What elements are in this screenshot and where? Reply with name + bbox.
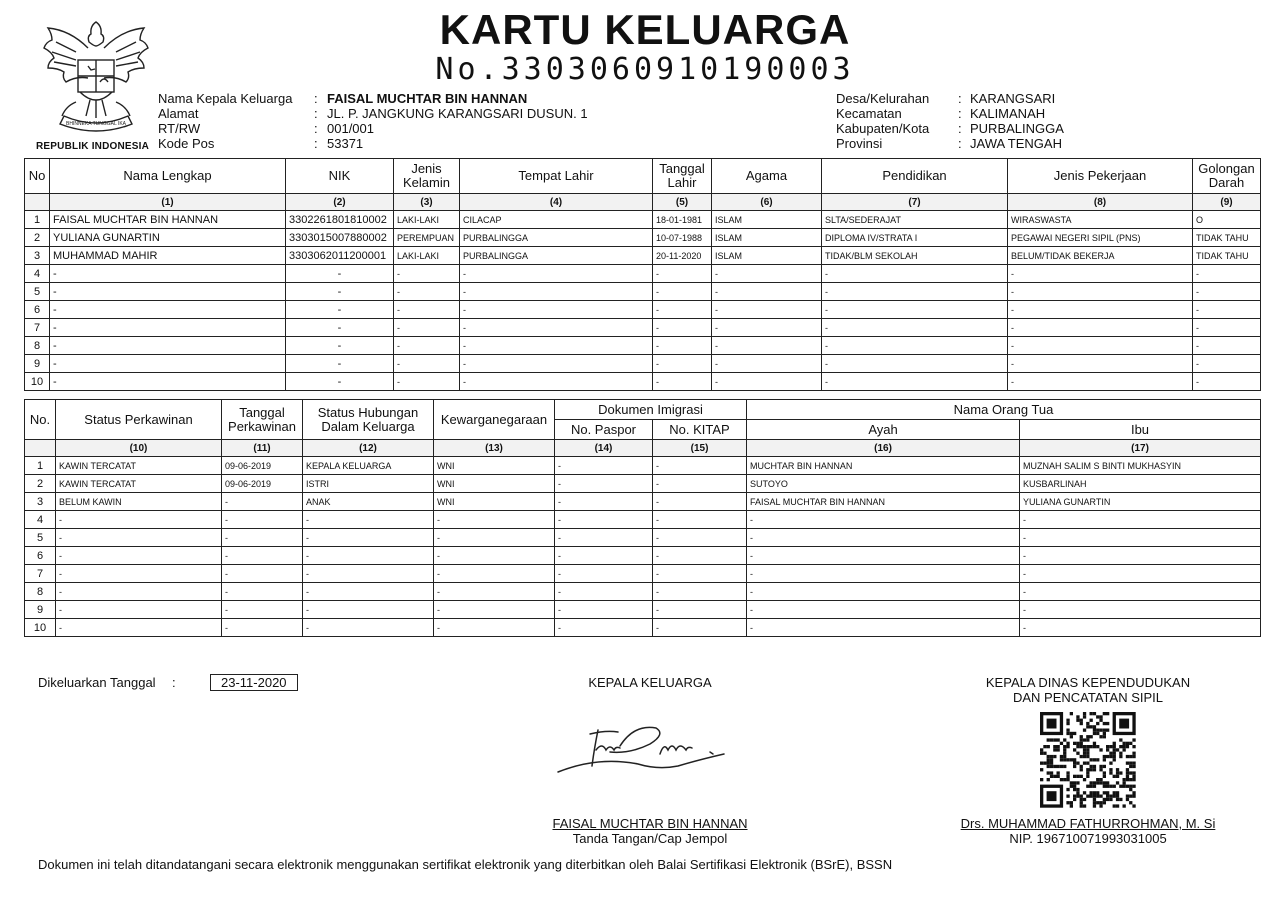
cell-status-perkawinan: - bbox=[56, 601, 222, 619]
cell-no: 4 bbox=[25, 265, 50, 283]
cell-tempat-lahir: PURBALINGGA bbox=[460, 229, 653, 247]
col-number: (2) bbox=[286, 194, 394, 211]
cell-golongan-darah: TIDAK TAHU bbox=[1193, 247, 1261, 265]
col-jenis-kelamin: Jenis Kelamin bbox=[394, 159, 460, 194]
info-right bbox=[836, 91, 1136, 153]
table-row bbox=[25, 547, 1261, 565]
cell-jenis-kelamin: - bbox=[394, 337, 460, 355]
cell-nik: - bbox=[286, 265, 394, 283]
cell-no-kitap: - bbox=[653, 619, 747, 637]
cell-tanggal-lahir: 18-01-1981 bbox=[653, 211, 712, 229]
cell-tanggal-lahir: - bbox=[653, 301, 712, 319]
office-head-nip: NIP. 196710071993031005 bbox=[1009, 831, 1167, 846]
label-provinsi: Provinsi bbox=[836, 136, 883, 151]
cell-kewarganegaraan: - bbox=[434, 619, 555, 637]
cell-status-hubungan: - bbox=[303, 529, 434, 547]
cell-no-kitap: - bbox=[653, 601, 747, 619]
col-status-perkawinan: Status Perkawinan bbox=[56, 400, 222, 440]
cell-ayah: - bbox=[747, 619, 1020, 637]
electronic-signature-disclaimer: Dokumen ini telah ditandatangani secara elektronik menggunakan sertifikat elektronik yang diterbitkan oleh Balai Sertifikasi Elektronik (BSrE), BSSN bbox=[38, 857, 893, 872]
cell-jenis-kelamin: - bbox=[394, 301, 460, 319]
cell-status-hubungan: ISTRI bbox=[303, 475, 434, 493]
cell-golongan-darah: TIDAK TAHU bbox=[1193, 229, 1261, 247]
col-number: (11) bbox=[222, 440, 303, 457]
cell-tanggal-lahir: - bbox=[653, 355, 712, 373]
cell-golongan-darah: - bbox=[1193, 355, 1261, 373]
cell-status-hubungan: - bbox=[303, 583, 434, 601]
cell-jenis-kelamin: - bbox=[394, 373, 460, 391]
col-number: (12) bbox=[303, 440, 434, 457]
cell-tempat-lahir: - bbox=[460, 319, 653, 337]
cell-tanggal-lahir: - bbox=[653, 265, 712, 283]
col-number: (5) bbox=[653, 194, 712, 211]
cell-tanggal-perkawinan: - bbox=[222, 583, 303, 601]
sep: : bbox=[958, 106, 962, 121]
cell-ibu: MUZNAH SALIM S BINTI MUKHASYIN bbox=[1020, 457, 1261, 475]
cell-jenis-kelamin: - bbox=[394, 355, 460, 373]
table-row bbox=[25, 355, 1261, 373]
cell-agama: ISLAM bbox=[712, 247, 822, 265]
cell-nama-lengkap: - bbox=[50, 337, 286, 355]
cell-status-hubungan: KEPALA KELUARGA bbox=[303, 457, 434, 475]
col-number-blank bbox=[25, 440, 56, 457]
table-row bbox=[25, 247, 1261, 265]
cell-golongan-darah: - bbox=[1193, 319, 1261, 337]
sep: : bbox=[314, 121, 318, 136]
cell-no: 10 bbox=[25, 373, 50, 391]
cell-ibu: - bbox=[1020, 529, 1261, 547]
cell-agama: - bbox=[712, 283, 822, 301]
cell-ayah: MUCHTAR BIN HANNAN bbox=[747, 457, 1020, 475]
col-pendidikan: Pendidikan bbox=[822, 159, 1008, 194]
cell-agama: - bbox=[712, 319, 822, 337]
col-no: No. bbox=[25, 400, 56, 440]
cell-no: 8 bbox=[25, 337, 50, 355]
cell-no-paspor: - bbox=[555, 493, 653, 511]
value-rtrw: 001/001 bbox=[327, 121, 374, 136]
cell-tanggal-lahir: - bbox=[653, 319, 712, 337]
cell-ayah: - bbox=[747, 529, 1020, 547]
office-title-line2: DAN PENCATATAN SIPIL bbox=[1012, 690, 1163, 705]
cell-pendidikan: DIPLOMA IV/STRATA I bbox=[822, 229, 1008, 247]
office-head-name: Drs. MUHAMMAD FATHURROHMAN, M. Si bbox=[960, 816, 1216, 831]
cell-no-paspor: - bbox=[555, 619, 653, 637]
cell-kewarganegaraan: - bbox=[434, 529, 555, 547]
table-row bbox=[25, 283, 1261, 301]
cell-no: 7 bbox=[25, 565, 56, 583]
family-members-table bbox=[24, 158, 1261, 391]
cell-nama-lengkap: - bbox=[50, 355, 286, 373]
cell-nama-lengkap: - bbox=[50, 265, 286, 283]
cell-pendidikan: - bbox=[822, 373, 1008, 391]
cell-tanggal-perkawinan: - bbox=[222, 547, 303, 565]
cell-no: 7 bbox=[25, 319, 50, 337]
cell-nama-lengkap: - bbox=[50, 373, 286, 391]
cell-nik: - bbox=[286, 355, 394, 373]
cell-nama-lengkap: - bbox=[50, 319, 286, 337]
sep: : bbox=[314, 106, 318, 121]
cell-agama: - bbox=[712, 301, 822, 319]
cell-no-kitap: - bbox=[653, 565, 747, 583]
office-title-line1: KEPALA DINAS KEPENDUDUKAN bbox=[985, 675, 1191, 690]
cell-status-perkawinan: - bbox=[56, 511, 222, 529]
cell-no-paspor: - bbox=[555, 547, 653, 565]
cell-nama-lengkap: YULIANA GUNARTIN bbox=[50, 229, 286, 247]
sep: : bbox=[314, 136, 318, 151]
cell-kewarganegaraan: WNI bbox=[434, 475, 555, 493]
head-of-family-name: FAISAL MUCHTAR BIN HANNAN bbox=[552, 816, 748, 831]
cell-jenis-pekerjaan: - bbox=[1008, 319, 1193, 337]
cell-nik: 3303062011200001 bbox=[286, 247, 394, 265]
col-number: (14) bbox=[555, 440, 653, 457]
col-kewarganegaraan: Kewarganegaraan bbox=[434, 400, 555, 440]
cell-tanggal-lahir: 10-07-1988 bbox=[653, 229, 712, 247]
cell-golongan-darah: - bbox=[1193, 265, 1261, 283]
cell-no: 9 bbox=[25, 355, 50, 373]
col-ayah: Ayah bbox=[747, 420, 1020, 440]
cell-kewarganegaraan: - bbox=[434, 583, 555, 601]
cell-no: 3 bbox=[25, 493, 56, 511]
cell-tanggal-lahir: - bbox=[653, 283, 712, 301]
cell-no-paspor: - bbox=[555, 601, 653, 619]
cell-agama: ISLAM bbox=[712, 211, 822, 229]
cell-no: 1 bbox=[25, 211, 50, 229]
cell-jenis-pekerjaan: - bbox=[1008, 283, 1193, 301]
table-row bbox=[25, 583, 1261, 601]
issued-date: 23-11-2020 bbox=[210, 674, 298, 691]
cell-jenis-pekerjaan: - bbox=[1008, 373, 1193, 391]
label-alamat: Alamat bbox=[158, 106, 199, 121]
cell-tanggal-perkawinan: - bbox=[222, 619, 303, 637]
cell-no: 5 bbox=[25, 529, 56, 547]
cell-no: 5 bbox=[25, 283, 50, 301]
cell-tanggal-perkawinan: 09-06-2019 bbox=[222, 457, 303, 475]
cell-no: 8 bbox=[25, 583, 56, 601]
head-of-family-caption: Tanda Tangan/Cap Jempol bbox=[572, 831, 728, 846]
cell-nik: - bbox=[286, 373, 394, 391]
col-number: (8) bbox=[1008, 194, 1193, 211]
col-dokumen-imigrasi: Dokumen Imigrasi bbox=[555, 400, 747, 420]
label-desa: Desa/Kelurahan bbox=[836, 91, 930, 106]
civil-status-table bbox=[24, 399, 1261, 637]
info-left bbox=[158, 91, 678, 153]
table-row bbox=[25, 529, 1261, 547]
col-nama-orang-tua: Nama Orang Tua bbox=[747, 400, 1261, 420]
cell-jenis-kelamin: PEREMPUAN bbox=[394, 229, 460, 247]
cell-tanggal-perkawinan: - bbox=[222, 565, 303, 583]
table-row bbox=[25, 319, 1261, 337]
cell-jenis-kelamin: - bbox=[394, 319, 460, 337]
cell-ibu: KUSBARLINAH bbox=[1020, 475, 1261, 493]
cell-no-paspor: - bbox=[555, 457, 653, 475]
cell-no-kitap: - bbox=[653, 493, 747, 511]
cell-status-hubungan: ANAK bbox=[303, 493, 434, 511]
cell-status-perkawinan: - bbox=[56, 565, 222, 583]
col-no-kitap: No. KITAP bbox=[653, 420, 747, 440]
value-kecamatan: KALIMANAH bbox=[970, 106, 1046, 121]
cell-tempat-lahir: - bbox=[460, 373, 653, 391]
col-number: (6) bbox=[712, 194, 822, 211]
cell-no: 4 bbox=[25, 511, 56, 529]
cell-status-hubungan: - bbox=[303, 601, 434, 619]
cell-pendidikan: SLTA/SEDERAJAT bbox=[822, 211, 1008, 229]
cell-nik: 3302261801810002 bbox=[286, 211, 394, 229]
cell-ayah: - bbox=[747, 601, 1020, 619]
col-number-blank bbox=[25, 194, 50, 211]
value-kepala-keluarga: FAISAL MUCHTAR BIN HANNAN bbox=[327, 91, 528, 106]
cell-jenis-pekerjaan: WIRASWASTA bbox=[1008, 211, 1193, 229]
cell-jenis-pekerjaan: - bbox=[1008, 301, 1193, 319]
col-no-paspor: No. Paspor bbox=[555, 420, 653, 440]
cell-tanggal-lahir: - bbox=[653, 337, 712, 355]
cell-kewarganegaraan: WNI bbox=[434, 493, 555, 511]
sep: : bbox=[958, 91, 962, 106]
cell-no: 6 bbox=[25, 547, 56, 565]
value-kode-pos: 53371 bbox=[327, 136, 364, 151]
cell-agama: ISLAM bbox=[712, 229, 822, 247]
cell-jenis-kelamin: - bbox=[394, 265, 460, 283]
cell-nik: - bbox=[286, 337, 394, 355]
label-kecamatan: Kecamatan bbox=[836, 106, 902, 121]
cell-no-kitap: - bbox=[653, 475, 747, 493]
label-rtrw: RT/RW bbox=[158, 121, 201, 136]
cell-status-hubungan: - bbox=[303, 547, 434, 565]
cell-ibu: YULIANA GUNARTIN bbox=[1020, 493, 1261, 511]
table-row bbox=[25, 475, 1261, 493]
col-tempat-lahir: Tempat Lahir bbox=[460, 159, 653, 194]
cell-ayah: - bbox=[747, 547, 1020, 565]
col-nama-lengkap: Nama Lengkap bbox=[50, 159, 286, 194]
cell-no-paspor: - bbox=[555, 529, 653, 547]
cell-no: 6 bbox=[25, 301, 50, 319]
cell-pendidikan: - bbox=[822, 355, 1008, 373]
table-row bbox=[25, 265, 1261, 283]
col-number: (17) bbox=[1020, 440, 1261, 457]
cell-tanggal-perkawinan: - bbox=[222, 601, 303, 619]
cell-tanggal-lahir: - bbox=[653, 373, 712, 391]
value-alamat: JL. P. JANGKUNG KARANGSARI DUSUN. 1 bbox=[327, 106, 588, 121]
cell-tanggal-perkawinan: 09-06-2019 bbox=[222, 475, 303, 493]
cell-tempat-lahir: PURBALINGGA bbox=[460, 247, 653, 265]
cell-golongan-darah: - bbox=[1193, 373, 1261, 391]
cell-kewarganegaraan: - bbox=[434, 601, 555, 619]
cell-ayah: - bbox=[747, 583, 1020, 601]
cell-jenis-pekerjaan: - bbox=[1008, 265, 1193, 283]
col-number: (15) bbox=[653, 440, 747, 457]
cell-status-perkawinan: - bbox=[56, 529, 222, 547]
cell-nama-lengkap: - bbox=[50, 283, 286, 301]
cell-no-kitap: - bbox=[653, 511, 747, 529]
cell-tanggal-perkawinan: - bbox=[222, 529, 303, 547]
cell-jenis-pekerjaan: - bbox=[1008, 337, 1193, 355]
signature-icon bbox=[550, 718, 730, 784]
cell-status-hubungan: - bbox=[303, 619, 434, 637]
cell-golongan-darah: O bbox=[1193, 211, 1261, 229]
cell-ibu: - bbox=[1020, 547, 1261, 565]
cell-tempat-lahir: CILACAP bbox=[460, 211, 653, 229]
table-row bbox=[25, 511, 1261, 529]
cell-agama: - bbox=[712, 373, 822, 391]
cell-status-perkawinan: KAWIN TERCATAT bbox=[56, 475, 222, 493]
table1-body bbox=[25, 211, 1261, 391]
cell-nik: - bbox=[286, 319, 394, 337]
label-kabupaten: Kabupaten/Kota bbox=[836, 121, 930, 136]
cell-ibu: - bbox=[1020, 511, 1261, 529]
cell-status-perkawinan: KAWIN TERCATAT bbox=[56, 457, 222, 475]
table-row bbox=[25, 565, 1261, 583]
col-ibu: Ibu bbox=[1020, 420, 1261, 440]
cell-pendidikan: - bbox=[822, 265, 1008, 283]
cell-kewarganegaraan: - bbox=[434, 565, 555, 583]
cell-kewarganegaraan: WNI bbox=[434, 457, 555, 475]
cell-ibu: - bbox=[1020, 601, 1261, 619]
cell-tempat-lahir: - bbox=[460, 337, 653, 355]
cell-nik: - bbox=[286, 301, 394, 319]
cell-kewarganegaraan: - bbox=[434, 547, 555, 565]
cell-ibu: - bbox=[1020, 583, 1261, 601]
cell-no-paspor: - bbox=[555, 565, 653, 583]
col-no: No bbox=[25, 159, 50, 194]
cell-ibu: - bbox=[1020, 619, 1261, 637]
col-number: (13) bbox=[434, 440, 555, 457]
cell-nama-lengkap: FAISAL MUCHTAR BIN HANNAN bbox=[50, 211, 286, 229]
cell-ayah: - bbox=[747, 511, 1020, 529]
cell-jenis-pekerjaan: PEGAWAI NEGERI SIPIL (PNS) bbox=[1008, 229, 1193, 247]
table-row bbox=[25, 301, 1261, 319]
value-provinsi: JAWA TENGAH bbox=[970, 136, 1062, 151]
table-row bbox=[25, 373, 1261, 391]
value-kabupaten: PURBALINGGA bbox=[970, 121, 1064, 136]
col-number: (9) bbox=[1193, 194, 1261, 211]
cell-pendidikan: - bbox=[822, 319, 1008, 337]
cell-nama-lengkap: - bbox=[50, 301, 286, 319]
issued-label: Dikeluarkan Tanggal bbox=[38, 675, 156, 690]
table-row bbox=[25, 229, 1261, 247]
cell-ibu: - bbox=[1020, 565, 1261, 583]
col-nik: NIK bbox=[286, 159, 394, 194]
cell-pendidikan: - bbox=[822, 301, 1008, 319]
cell-tanggal-lahir: 20-11-2020 bbox=[653, 247, 712, 265]
label-kepala-keluarga: Nama Kepala Keluarga bbox=[158, 91, 293, 106]
emblem-caption: REPUBLIK INDONESIA bbox=[36, 141, 150, 152]
cell-pendidikan: - bbox=[822, 337, 1008, 355]
issued-sep: : bbox=[172, 675, 176, 690]
cell-no: 3 bbox=[25, 247, 50, 265]
table-row bbox=[25, 337, 1261, 355]
cell-tempat-lahir: - bbox=[460, 301, 653, 319]
cell-jenis-pekerjaan: - bbox=[1008, 355, 1193, 373]
col-number: (7) bbox=[822, 194, 1008, 211]
cell-tanggal-perkawinan: - bbox=[222, 511, 303, 529]
cell-pendidikan: TIDAK/BLM SEKOLAH bbox=[822, 247, 1008, 265]
cell-tempat-lahir: - bbox=[460, 283, 653, 301]
cell-agama: - bbox=[712, 337, 822, 355]
document-number: No.3303060910190003 bbox=[435, 52, 855, 87]
col-tanggal-perkawinan: Tanggal Perkawinan bbox=[222, 400, 303, 440]
cell-tempat-lahir: - bbox=[460, 265, 653, 283]
cell-tempat-lahir: - bbox=[460, 355, 653, 373]
col-agama: Agama bbox=[712, 159, 822, 194]
cell-jenis-kelamin: LAKI-LAKI bbox=[394, 211, 460, 229]
table-row bbox=[25, 601, 1261, 619]
cell-ayah: - bbox=[747, 565, 1020, 583]
cell-jenis-kelamin: LAKI-LAKI bbox=[394, 247, 460, 265]
cell-no-kitap: - bbox=[653, 457, 747, 475]
cell-no-paspor: - bbox=[555, 583, 653, 601]
cell-no-kitap: - bbox=[653, 529, 747, 547]
cell-status-perkawinan: BELUM KAWIN bbox=[56, 493, 222, 511]
col-jenis-pekerjaan: Jenis Pekerjaan bbox=[1008, 159, 1193, 194]
document-title: KARTU KELUARGA bbox=[439, 6, 851, 53]
cell-jenis-pekerjaan: BELUM/TIDAK BEKERJA bbox=[1008, 247, 1193, 265]
col-golongan-darah: Golongan Darah bbox=[1193, 159, 1261, 194]
cell-golongan-darah: - bbox=[1193, 337, 1261, 355]
sep: : bbox=[314, 91, 318, 106]
col-number: (10) bbox=[56, 440, 222, 457]
cell-no-kitap: - bbox=[653, 547, 747, 565]
col-number: (3) bbox=[394, 194, 460, 211]
cell-no-paspor: - bbox=[555, 475, 653, 493]
cell-golongan-darah: - bbox=[1193, 301, 1261, 319]
table-row bbox=[25, 457, 1261, 475]
sep: : bbox=[958, 121, 962, 136]
cell-no-paspor: - bbox=[555, 511, 653, 529]
cell-nik: 3303015007880002 bbox=[286, 229, 394, 247]
cell-agama: - bbox=[712, 265, 822, 283]
qr-code-icon bbox=[1030, 712, 1146, 808]
table-row bbox=[25, 211, 1261, 229]
emblem-motto: BHINNEKA TUNGGAL IKA bbox=[65, 121, 127, 127]
sep: : bbox=[958, 136, 962, 151]
cell-no-kitap: - bbox=[653, 583, 747, 601]
cell-nik: - bbox=[286, 283, 394, 301]
value-desa: KARANGSARI bbox=[970, 91, 1056, 106]
cell-status-perkawinan: - bbox=[56, 547, 222, 565]
cell-tanggal-perkawinan: - bbox=[222, 493, 303, 511]
cell-jenis-kelamin: - bbox=[394, 283, 460, 301]
cell-status-perkawinan: - bbox=[56, 619, 222, 637]
col-number: (1) bbox=[50, 194, 286, 211]
col-number: (16) bbox=[747, 440, 1020, 457]
cell-pendidikan: - bbox=[822, 283, 1008, 301]
cell-no: 2 bbox=[25, 475, 56, 493]
col-number: (4) bbox=[460, 194, 653, 211]
table-row bbox=[25, 619, 1261, 637]
cell-golongan-darah: - bbox=[1193, 283, 1261, 301]
cell-no: 9 bbox=[25, 601, 56, 619]
cell-nama-lengkap: MUHAMMAD MAHIR bbox=[50, 247, 286, 265]
label-kode-pos: Kode Pos bbox=[158, 136, 215, 151]
table2-body bbox=[25, 457, 1261, 637]
cell-agama: - bbox=[712, 355, 822, 373]
cell-kewarganegaraan: - bbox=[434, 511, 555, 529]
table-row bbox=[25, 493, 1261, 511]
cell-status-hubungan: - bbox=[303, 565, 434, 583]
cell-status-hubungan: - bbox=[303, 511, 434, 529]
cell-ayah: SUTOYO bbox=[747, 475, 1020, 493]
col-status-hubungan: Status Hubungan Dalam Keluarga bbox=[303, 400, 434, 440]
cell-no: 2 bbox=[25, 229, 50, 247]
cell-no: 10 bbox=[25, 619, 56, 637]
cell-status-perkawinan: - bbox=[56, 583, 222, 601]
cell-ayah: FAISAL MUCHTAR BIN HANNAN bbox=[747, 493, 1020, 511]
head-of-family-title: KEPALA KELUARGA bbox=[588, 675, 712, 690]
col-tanggal-lahir: Tanggal Lahir bbox=[653, 159, 712, 194]
cell-no: 1 bbox=[25, 457, 56, 475]
